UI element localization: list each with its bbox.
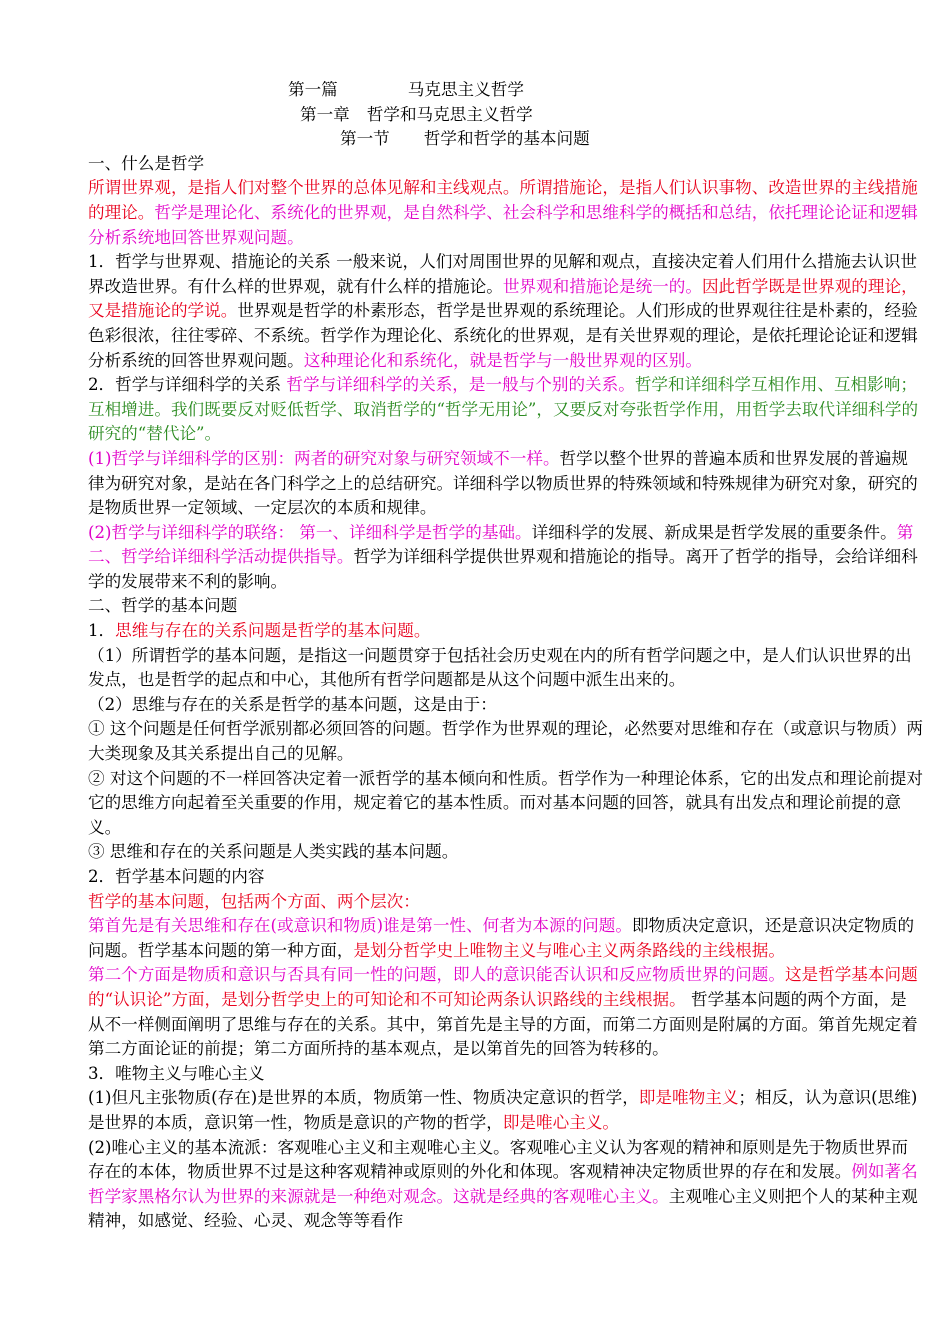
text-run: 第首先是有关思维和存在(或意识和物质)谁是第一性、何者为本源的问题。 xyxy=(88,916,632,936)
text-run: 1． xyxy=(88,621,116,641)
text-run: 哲学的基本问题，包括两个方面、两个层次： xyxy=(88,891,420,911)
text-run: 第二个方面是物质和意识与否具有同一性的问题，即人的意识能否认识和反应物质世界的问题。 xyxy=(88,965,785,985)
part-title: 马克思主义哲学 xyxy=(407,80,524,99)
paragraph xyxy=(88,594,923,619)
text-run: （2）思维与存在的关系是哲学的基本问题，这是由于： xyxy=(88,694,497,714)
chapter-heading xyxy=(88,103,923,128)
text-run: 哲学与详细科学的关系，是一般与个别的关系。 xyxy=(286,375,635,395)
paragraph xyxy=(88,373,923,447)
paragraph xyxy=(88,152,923,177)
text-run: 3．唯物主义与唯心主义 xyxy=(88,1063,265,1083)
text-run: 是划分哲学史上唯物主义与唯心主义两条路线的主线根据。 xyxy=(353,940,785,960)
chapter-title: 哲学和马克思主义哲学 xyxy=(366,104,533,124)
text-run: 一、什么是哲学 xyxy=(88,153,205,173)
chapter-label: 第一章 xyxy=(300,104,350,124)
text-run: 世界观是哲学的朴素形态，哲学是世界观的系统理论。人们形成的世界观往往是朴素的，经验色彩很浓，往往零碎、不系统。哲学作为理论化、系统化的世界观，是有关世界观的理论，是依托理论论证和逻辑分析系统的回答世界观问题。 xyxy=(88,301,918,370)
document-page xyxy=(88,78,923,1234)
text-run: 世界观和措施论是统一的。 xyxy=(502,276,702,296)
text-run: 所谓世界观，是指人们对整个世界的总体见解和主线观点。所谓措施论，是指人们认识事物、改造世界的主线措施的理论。 xyxy=(88,178,918,222)
paragraph xyxy=(88,963,923,1061)
paragraph xyxy=(88,619,923,644)
text-run: (1)哲学与详细科学的区别：两者的研究对象与研究领域不一样。 xyxy=(88,448,560,468)
text-run: 主观唯心主义则把个人的某种主观精神，如感觉、经验、心灵、观念等等看作 xyxy=(88,1186,918,1231)
text-run: (2)唯心主义的基本流派：客观唯心主义和主观唯心主义。客观唯心主义认为客观的精神和原则是先于物质世界而存在的本体，物质世界不过是这种客观精神或原则的外化和体现。客观精神决定物质世界的存在和发展。 xyxy=(88,1137,909,1182)
paragraph xyxy=(88,840,923,865)
paragraph xyxy=(88,717,923,766)
text-run: 详细科学的发展、新成果是哲学发展的重要条件。 xyxy=(531,522,897,542)
body-text xyxy=(88,152,923,1234)
paragraph xyxy=(88,767,923,841)
text-run: 即是唯心主义。 xyxy=(502,1112,619,1132)
text-run: 第二、哲学给详细科学活动提供指导。 xyxy=(88,522,914,567)
paragraph xyxy=(88,644,923,693)
part-heading xyxy=(88,78,923,103)
text-run: (2)哲学与详细科学的联络： 第一、详细科学是哲学的基础。 xyxy=(88,522,532,542)
part-label: 第一篇 xyxy=(288,80,338,99)
section-title: 哲学和哲学的基本问题 xyxy=(423,129,590,149)
paragraph xyxy=(88,914,923,963)
text-run: 即物质决定意识，还是意识决定物质的问题。哲学基本问题的第一种方面， xyxy=(88,916,915,960)
text-run: 哲学基本问题的两个方面，是从不一样侧面阐明了思维与存在的关系。其中，第首先是主导的方面，而第二方面则是附属的方面。第首先规定着第二方面论证的前提；第二方面所持的基本观点，是以第首先的回答为转移的。 xyxy=(88,989,918,1059)
section-label: 第一节 xyxy=(340,129,390,149)
paragraph xyxy=(88,250,923,373)
text-run: 1．哲学与世界观、措施论的关系 一般来说，人们对周围世界的见解和观点，直接决定着人们用什么措施去认识世界改造世界。有什么样的世界观，就有什么样的措施论。 xyxy=(88,252,917,296)
paragraph xyxy=(88,447,923,521)
text-run: 2．哲学基本问题的内容 xyxy=(88,867,265,886)
paragraph xyxy=(88,521,923,595)
text-run: 因此哲学既是世界观的理论，又是措施论的学说。 xyxy=(88,276,918,321)
text-run: （1）所谓哲学的基本问题，是指这一问题贯穿于包括社会历史观在内的所有哲学问题之中，是人们认识世界的出发点，也是哲学的起点和中心，其他所有哲学问题都是从这个问题中派生出来的。 xyxy=(88,645,912,690)
text-run: 例如著名哲学家黑格尔认为世界的来源就是一种绝对观念。这就是经典的客观唯心主义。 xyxy=(88,1162,918,1206)
section-heading xyxy=(88,127,923,152)
text-run: 二、哲学的基本问题 xyxy=(88,596,238,616)
paragraph xyxy=(88,176,923,250)
paragraph xyxy=(88,890,923,915)
text-run: 思维与存在的关系问题是哲学的基本问题。 xyxy=(115,621,431,641)
text-run: 这是哲学基本问题的“认识论”方面，是划分哲学史上的可知论和不可知论两条认识路线的主线根据。 xyxy=(88,965,918,1009)
text-run: 即是唯物主义 xyxy=(638,1088,739,1108)
text-run: ① 这个问题是任何哲学派别都必须回答的问题。哲学作为世界观的理论，必然要对思维和存在（或意识与物质）两大类现象及其关系提出自己的见解。 xyxy=(88,719,923,764)
text-run: 哲学以整个世界的普遍本质和世界发展的普遍规律为研究对象，是站在各门科学之上的总结研究。详细科学以物质世界的特殊领域和特殊规律为研究对象，研究的是物质世界一定领域、一定层次的本质和规律。 xyxy=(88,448,918,518)
text-run: 这种理论化和系统化，就是哲学与一般世界观的区别。 xyxy=(303,350,702,370)
text-run: ；相反，认为意识(思维)是世界的本质，意识第一性，物质是意识的产物的哲学， xyxy=(88,1088,918,1132)
text-run: ③ 思维和存在的关系问题是人类实践的基本问题。 xyxy=(88,842,459,862)
text-run: 哲学为详细科学提供世界观和措施论的指导。离开了哲学的指导，会给详细科学的发展带来不利的影响。 xyxy=(88,547,918,591)
paragraph xyxy=(88,1062,923,1087)
paragraph xyxy=(88,1086,923,1135)
text-run: 哲学和详细科学互相作用、互相影响；互相增进。我们既要反对贬低哲学、取消哲学的“哲学无用论”，又要反对夸张哲学作用，用哲学去取代详细科学的研究的“替代论”。 xyxy=(88,375,919,444)
paragraph xyxy=(88,693,923,718)
text-run: 2．哲学与详细科学的关系 xyxy=(88,375,287,395)
text-run: ② 对这个问题的不一样回答决定着一派哲学的基本倾向和性质。哲学作为一种理论体系，它的出发点和理论前提对它的思维方向起着至关重要的作用，规定着它的基本性质。而对基本问题的回答，就具有出发点和理论前提的意义。 xyxy=(88,768,923,837)
paragraph xyxy=(88,1136,923,1234)
text-run: (1)但凡主张物质(存在)是世界的本质，物质第一性、物质决定意识的哲学， xyxy=(88,1088,639,1108)
paragraph xyxy=(88,865,923,890)
text-run: 哲学是理论化、系统化的世界观，是自然科学、社会科学和思维科学的概括和总结，依托理论论证和逻辑分析系统地回答世界观问题。 xyxy=(88,202,918,247)
